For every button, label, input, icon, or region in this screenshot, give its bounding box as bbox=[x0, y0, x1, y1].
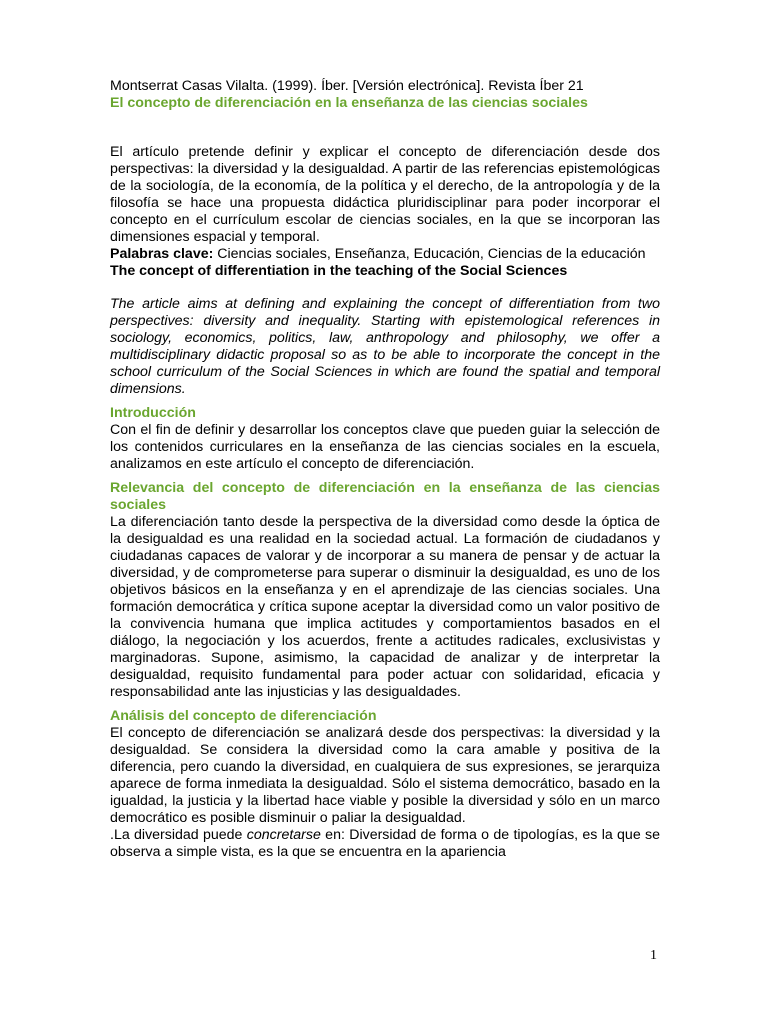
article-title-es: El concepto de diferenciación en la enseñanza de las ciencias sociales bbox=[110, 95, 588, 111]
keywords-label: Palabras clave: bbox=[110, 246, 214, 262]
analysis-paragraph: El concepto de diferenciación se analizará desde dos perspectivas: la diversidad y la desigualdad. Se considera la diversidad como la cara amable y positiva de la diferencia, pero cuando la diversidad, en cualquiera de sus expresiones, se jerarquiza aparece de forma inmediata la desigualdad. Sólo el sistema democrático, basado en la igualdad, la justicia y la libertad hace viable y posible la diversidad y sólo en un marco democrático es posible disminuir o paliar la desigualdad. bbox=[110, 725, 660, 826]
page-number: 1 bbox=[650, 948, 657, 963]
keywords-text: Ciencias sociales, Enseñanza, Educación, Ciencias de la educación bbox=[213, 246, 646, 262]
relevance-paragraph: La diferenciación tanto desde la perspectiva de la diversidad como desde la óptica de la desigualdad es una realidad en la sociedad actual. La formación de ciudadanos y ciudadanas capaces de valorar y de incorporar a su manera de pensar y de actuar la diversidad, y de comprometerse para superar o disminuir la desigualdad, es uno de los objetivos básicos en la enseñanza y en el aprendizaje de las ciencias sociales. Una formación democrática y crítica supone aceptar la diversidad como un valor positivo de la convivencia humana que implica actitudes y comportamientos basados en el diálogo, la negociación y los acuerdos, frente a actitudes radicales, exclusivistas y marginadoras. Supone, asimismo, la capacidad de analizar y de interpretar la desigualdad, requisito fundamental para poder actuar con solidaridad, eficacia y responsabilidad ante las injusticias y las desigualdades. bbox=[110, 514, 660, 700]
analysis-paragraph-2 bbox=[110, 827, 660, 861]
heading-introduccion: Introducción bbox=[110, 405, 196, 421]
analysis-p2-emphasis: concretarse bbox=[246, 827, 321, 843]
article-title-en: The concept of differentiation in the teaching of the Social Sciences bbox=[110, 263, 568, 279]
document-page bbox=[110, 78, 660, 861]
citation-line: Montserrat Casas Vilalta. (1999). Íber. [Versión electrónica]. Revista Íber 21 bbox=[110, 78, 584, 94]
abstract-es: El artículo pretende definir y explicar el concepto de diferenciación desde dos perspectivas: la diversidad y la desigualdad. A partir de las referencias epistemológicas de la sociología, de la economía, de la política y el derecho, de la antropología y de la filosofía se hace una propuesta didáctica pluridisciplinar para poder incorporar el concepto en el currículum escolar de ciencias sociales, en la que se incorporan las dimensiones espacial y temporal. bbox=[110, 144, 660, 245]
analysis-p2-rest: en: Diversidad de forma o de tipologías, es la que se observa a simple vista, es la que se encuentra en la apariencia bbox=[110, 827, 660, 860]
heading-relevancia: Relevancia del concepto de diferenciación en la enseñanza de las ciencias sociales bbox=[110, 480, 660, 513]
abstract-en: The article aims at defining and explaining the concept of differentiation from two perspectives: diversity and inequality. Starting with epistemological references in sociology, economics, politics, law, anthropology and philosophy, we offer a multidisciplinary didactic proposal so as to be able to incorporate the concept in the school curriculum of the Social Sciences in which are found the spatial and temporal dimensions. bbox=[110, 296, 660, 397]
analysis-p2-start: .La diversidad puede bbox=[110, 827, 247, 843]
heading-analisis: Análisis del concepto de diferenciación bbox=[110, 708, 377, 724]
intro-paragraph: Con el fin de definir y desarrollar los conceptos clave que pueden guiar la selección de los contenidos curriculares en la enseñanza de las ciencias sociales en la escuela, analizamos en este artículo el concepto de diferenciación. bbox=[110, 422, 660, 472]
keywords bbox=[110, 246, 660, 263]
